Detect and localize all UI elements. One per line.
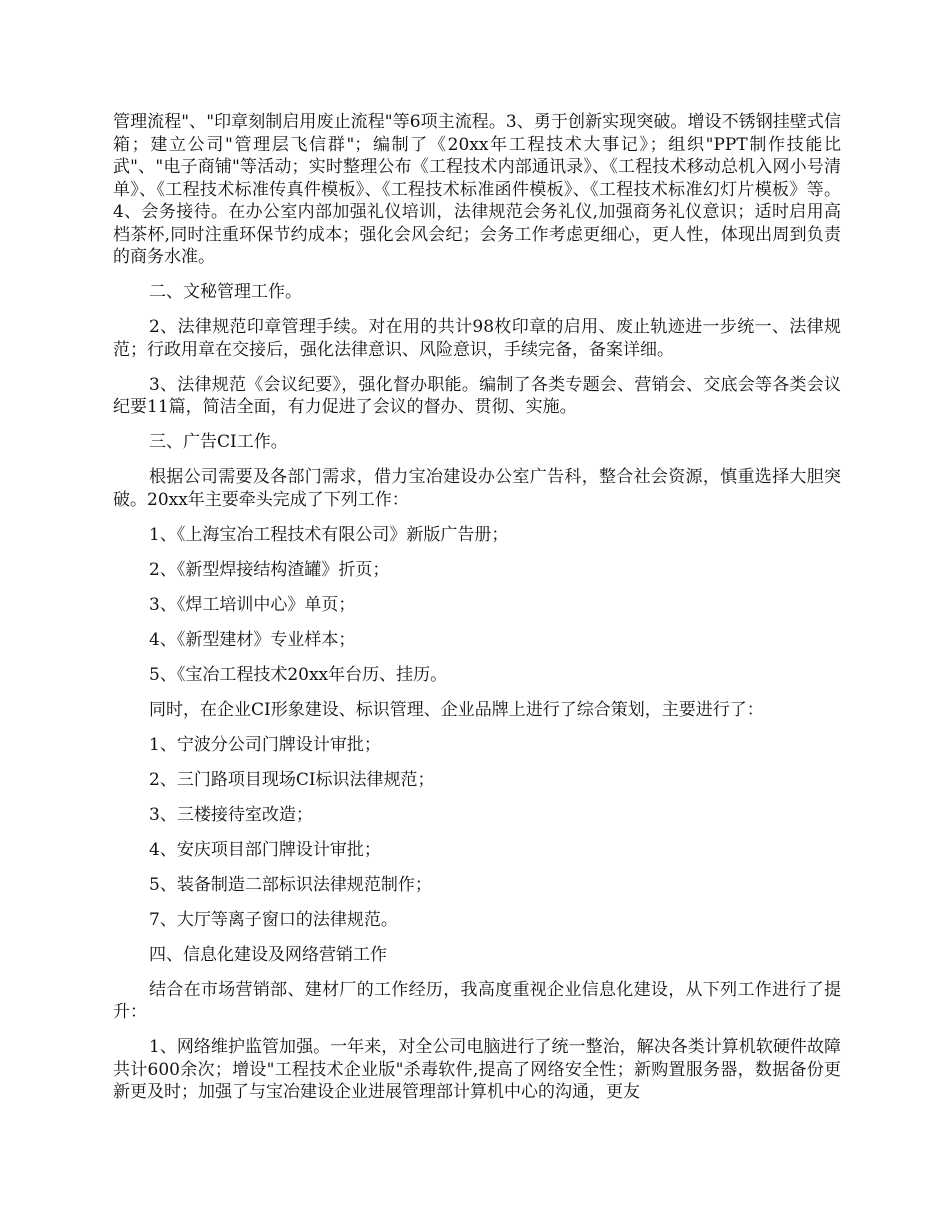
section-heading: 三、广告CI工作。 (149, 432, 288, 452)
list-item: 5、装备制造二部标识法律规范制作； (149, 874, 432, 895)
paragraph: 2、法律规范印章管理手续。对在用的共计98枚印章的启用、废止轨迹进一步统一、法律规范；行政用章在交接后，强化法律意识、风险意识，手续完备，备案详细。 (113, 317, 841, 360)
paragraph: 1、网络维护监管加强。一年来，对全公司电脑进行了统一整治，解决各类计算机软硬件故障共计600余次；增设"工程技术企业版"杀毒软件,提高了网络安全性；新购置服务器，数据备份更新更及时；加强了与宝冶建设企业进展管理部计算机中心的沟通，更友 (113, 1037, 841, 1102)
paragraph: 根据公司需要及各部门需求，借力宝冶建设办公室广告科，整合社会资源，慎重选择大胆突破。20xx年主要牵头完成了下列工作： (113, 467, 841, 510)
paragraph: 管理流程"、"印章刻制启用废止流程"等6项主流程。3、勇于创新实现突破。增设不锈钢挂壁式信箱；建立公司"管理层飞信群"；编制了《20xx年工程技术大事记》；组织"PPT制作技能比武"、"电子商铺"等活动；实时整理公布《工程技术内部通讯录》、《工程技术移动总机入网小号清单》、《工程技术标准传真件模板》、《工程技术标准函件模板》、《工程技术标准幻灯片模板》等。4、会务接待。在办公室内部加强礼仪培训，法律规范会务礼仪,加强商务礼仪意识；适时启用高档茶杯,同时注重环保节约成本；强化会风会纪；会务工作考虑更细心，更人性，体现出周到负责的商务水准。 (113, 112, 841, 267)
list-item: 3、三楼接待室改造； (149, 804, 313, 825)
list-item: 3、《焊工培训中心》单页； (149, 594, 356, 615)
section-heading: 四、信息化建设及网络营销工作 (149, 944, 387, 965)
list-item: 7、大厅等离子窗口的法律规范。 (149, 909, 398, 930)
section-heading: 二、文秘管理工作。 (149, 282, 302, 302)
list-item: 5、《宝冶工程技术20xx年台历、挂历。 (149, 664, 448, 685)
list-item: 2、三门路项目现场CI标识法律规范； (149, 769, 435, 790)
list-item: 4、《新型建材》专业样本； (149, 629, 356, 650)
list-item: 1、《上海宝冶工程技术有限公司》新版广告册； (149, 524, 509, 545)
list-item: 2、《新型焊接结构渣罐》折页； (149, 559, 390, 580)
list-item: 4、安庆项目部门牌设计审批； (149, 839, 381, 860)
paragraph: 3、法律规范《会议纪要》，强化督办职能。编制了各类专题会、营销会、交底会等各类会议纪要11篇，简洁全面，有力促进了会议的督办、贯彻、实施。 (113, 374, 841, 417)
document-body (113, 111, 841, 1116)
paragraph: 结合在市场营销部、建材厂的工作经历，我高度重视企业信息化建设，从下列工作进行了提升： (113, 979, 841, 1022)
paragraph: 同时，在企业CI形象建设、标识管理、企业品牌上进行了综合策划，主要进行了： (149, 699, 764, 720)
list-item: 1、宁波分公司门牌设计审批； (149, 734, 381, 755)
